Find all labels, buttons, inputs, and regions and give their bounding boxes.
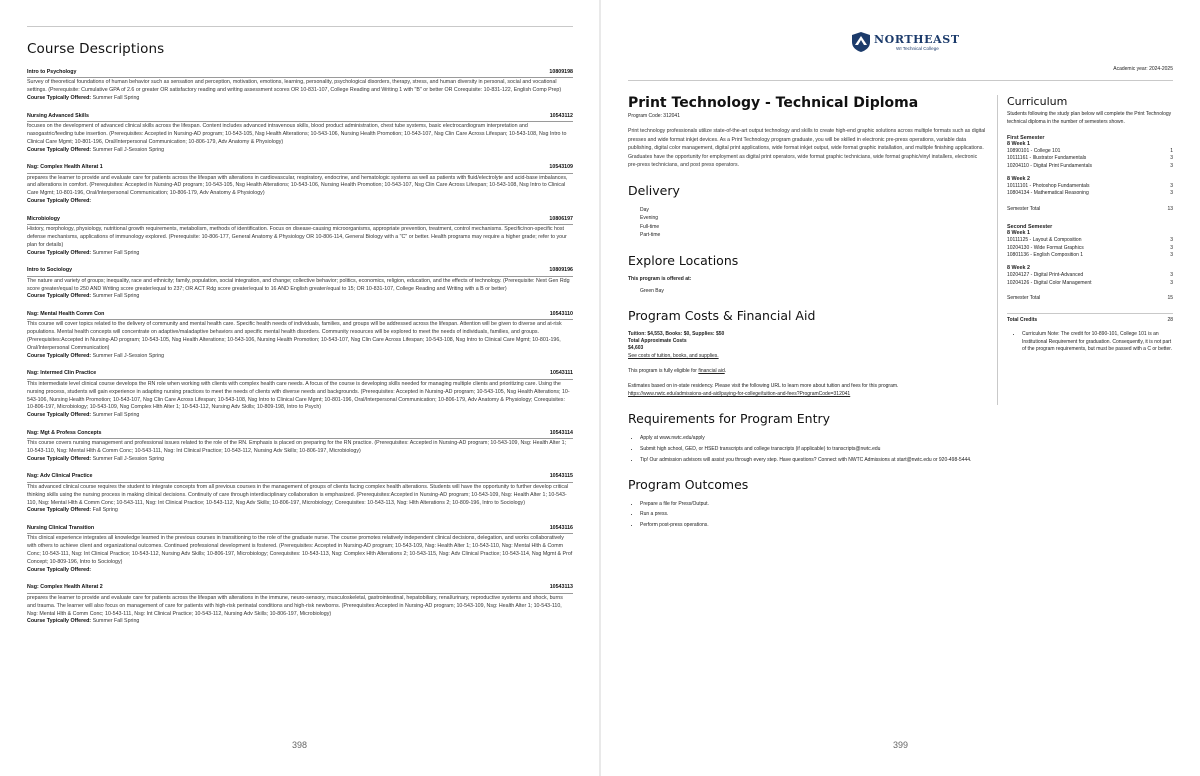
curriculum-course-row bbox=[1007, 148, 1173, 156]
offered-terms: Summer Fall J-Session Spring bbox=[92, 352, 165, 359]
curriculum-course-row bbox=[1007, 280, 1173, 288]
course-code: 10806197 bbox=[549, 215, 573, 222]
curriculum-credits: 3 bbox=[1170, 252, 1173, 259]
week-title: 8 Week 2 bbox=[1007, 175, 1030, 182]
course-description: focuses on the development of advanced clinical skills across the lifespan. Content includes advanced intravenous skills, blood product administration, chest tube systems, basic electrocardiogram interpretation and nasogastric/feeding tube insertion. (Prerequisites: Accepted in Nursing-AD program; 10-543-105, Nsg Health Alterations; 10-543-106, Nursing Health Promotion; 10-543-107, Nsg Clin Care Across Lifespan; 10-543-108, Nsg Intro to Clinical Care Mgmt; 10-801-196, Oral/Interpersonal Communication; 10-806-179, Adv Anatomy & Physiology) bbox=[27, 123, 567, 145]
course-name: Nsg: Intermed Clin Practice bbox=[27, 370, 97, 377]
curriculum-course-row bbox=[1007, 155, 1173, 163]
course-entry bbox=[27, 267, 573, 301]
course-description: The nature and variety of groups; inequality, race and ethnicity; family, population, social integration, and change; collective behavior; politics, economics, religion, education, and the effects of technology. (Prerequisite: Next Gen Rdg score greater/equal to 250 AND Writing score greater/equal to 237; OR ACT Rdg score greater/equal to 16 AND English greater/equal to 15; OR 10-831-107, College Reading and Writing with a B or better) bbox=[27, 277, 570, 292]
curriculum-course-row bbox=[1007, 237, 1173, 245]
curriculum-course: 10801136 - English Composition 1 bbox=[1007, 252, 1084, 259]
course-entry bbox=[27, 430, 573, 464]
delivery-item: Evening bbox=[640, 215, 659, 222]
program-main: Print Technology - Technical Diploma Program Code: 312041 Print technology professionals utilize state-of-the-art output technology and skills to create high-end graphic solutions across multiple formats such as digital presses and wide format inkjet devices. As a Print Technology program graduate, you will be skilled in electronic pre-press operations, variable data publishing, digital color management, digital print applications, wide format inkjet output, wide format graphic installation, and multiple finishing applications. Graduates have the opportunity for employment as digital print operators, wide format graphic technicians, wide format graphic/vinyl installers, electronic pre-press technicians, and post press operators. Delivery Day Evening Full-time Part-time Explore Locations This program is offered at: Green Bay Program Costs & Financial Aid Tuition: $4,553, Books: $0, Supplies: $50 Total Approximate Costs $4,603 See costs of tuition, books, and supplies. This program is fully eligible for financial aid. Estimates based on in-state residency. Please visit the following URL to learn more about tuition and fees for this program. https://www.nwtc.edu/admissions-and-aid/paying-for-college/tuition-and-fees?ProgramCode=312041 Requirements for Program Entry • Apply at www.nwtc.edu/apply • Submit high school, GED, or HSED transcripts and college transcripts (if applicable) to transcripts@nwtc.edu • Tip! Our admission advisors will assist you through every step. Have questions? Connect with NWTC Admissions at start@nwtc.edu or 920-498-5444. Program Outcomes • Prepare a file for Press/Output. • Run a press. • Perform post-press operations. bbox=[628, 95, 986, 531]
curriculum-intro: Students following the study plan below will complete the Print Technology technical diploma in the number of semesters shown. bbox=[1007, 111, 1172, 125]
course-entry bbox=[27, 164, 573, 206]
course-entry bbox=[27, 69, 573, 103]
curriculum-credits: 3 bbox=[1170, 244, 1173, 251]
course-description: This course will cover topics related to the delivery of community and mental health care. Specific health needs of individuals, families, and groups will be addressed across the lifespan. Attention will be given to diverse and at-risk populations. Mental health concepts will concentrate on adaptive/maladaptive behaviors and specific mental health disorders. Community resources will be explored to meet the needs of individuals, families, and groups. (Prerequisites:Accepted in Nursing-AD program; 10-543-105, Nsg Health Alterations; 10-543-106, Nursing Health Promotion; 10-543-107, Nsg Clin Care Across Lifespan; 10-543-108, Nsg Intro to Clinical Care Mgmt; 10-801-196, Oral/Interpersonal Communication) bbox=[27, 321, 562, 351]
program-title: Print Technology - Technical Diploma bbox=[628, 95, 919, 111]
course-code: 10809198 bbox=[549, 69, 573, 75]
course-offered bbox=[27, 353, 573, 361]
offered-label: Course Typically Offered: bbox=[27, 293, 92, 300]
course-name: Microbiology bbox=[27, 215, 60, 222]
course-name: Nursing Advanced Skills bbox=[27, 112, 89, 119]
offered-label: Course Typically Offered: bbox=[27, 249, 92, 256]
financial-aid-link[interactable]: financial aid bbox=[698, 368, 725, 375]
course-code: 10809196 bbox=[549, 267, 573, 274]
week-title: 8 Week 1 bbox=[1007, 229, 1030, 236]
course-offered bbox=[27, 95, 573, 103]
course-name: Intro to Sociology bbox=[27, 267, 73, 274]
course-header bbox=[27, 267, 573, 276]
semester-total-value: 13 bbox=[1167, 206, 1173, 213]
offered-terms: Summer Fall J-Session Spring bbox=[92, 455, 165, 462]
costs-link[interactable]: See costs of tuition, books, and supplies. bbox=[628, 353, 719, 360]
course-offered bbox=[27, 250, 573, 258]
curriculum-course: 10204110 - Digital Print Fundamentals bbox=[1007, 163, 1092, 169]
course-header bbox=[27, 69, 573, 78]
course-header bbox=[27, 113, 573, 122]
course-offered bbox=[27, 567, 573, 575]
curriculum-course-row bbox=[1007, 190, 1173, 198]
delivery-heading: Delivery bbox=[628, 182, 680, 198]
offered-label: Course Typically Offered: bbox=[27, 455, 92, 462]
outcome-item: • Perform post-press operations. bbox=[640, 521, 986, 529]
locations-list bbox=[628, 287, 986, 296]
aid-text: This program is fully eligible for bbox=[628, 368, 697, 375]
curriculum-course-row bbox=[1007, 272, 1173, 280]
offered-label: Course Typically Offered: bbox=[27, 412, 92, 419]
course-name: Nsg: Adv Clinical Practice bbox=[27, 473, 93, 480]
left-page bbox=[0, 0, 599, 776]
curriculum-credits: 3 bbox=[1170, 163, 1173, 169]
week-title: 8 Week 2 bbox=[1007, 264, 1030, 271]
course-name: Intro to Psychology bbox=[27, 69, 77, 75]
course-name: Nsg: Complex Health Alterat 2 bbox=[27, 584, 103, 591]
curriculum-credits: 3 bbox=[1170, 155, 1173, 162]
curriculum-course-row bbox=[1007, 183, 1173, 191]
week-title: 8 Week 1 bbox=[1007, 140, 1030, 147]
delivery-item: Full-time bbox=[640, 223, 660, 230]
college-logo bbox=[851, 31, 960, 53]
credits-divider bbox=[1007, 313, 1173, 314]
course-header bbox=[27, 584, 573, 593]
total-cost-label: Total Approximate Costs bbox=[628, 338, 687, 345]
semester-title: First Semester bbox=[1007, 134, 1045, 141]
curriculum-course: 10204127 - Digital Print-Advanced bbox=[1007, 271, 1084, 278]
curriculum-course: 10111101 - Photoshop Fundamentals bbox=[1007, 182, 1090, 189]
costs-heading: Program Costs & Financial Aid bbox=[628, 308, 816, 324]
course-entry bbox=[27, 216, 573, 258]
curriculum-credits: 3 bbox=[1170, 271, 1173, 278]
page-title: Course Descriptions bbox=[27, 41, 165, 57]
course-name: Nsg: Complex Health Alterat 1 bbox=[27, 164, 103, 171]
total-credits-row bbox=[1007, 317, 1173, 325]
outcome-item: • Run a press. bbox=[640, 510, 986, 518]
course-description: This course covers nursing management and professional issues related to the role of the RN. Emphasis is placed on preparing for the RN practice. (Prerequisites: Accepted in Nursing-AD program; 10-543-109, Nsg: Health Alter 1; 10-543-110, Nsg: Mental Hlth & Comm Conc; 10-543-111, Nsg: Int Clinical Practice; 10-543-112, Nursing Adv Skills; 10-806-197, Microbiology) bbox=[27, 440, 567, 455]
location-item: Green Bay bbox=[640, 287, 664, 294]
program-intro: Print technology professionals utilize state-of-the-art output technology and skills to create high-end graphic solutions across multiple formats such as digital presses and wide format inkjet devices. As a Print Technology program graduate, you will be skilled in electronic pre-press operations, variable data publishing, digital color management, digital print applications, wide format inkjet output, wide format graphic installation, and multiple finishing applications. Graduates have the opportunity for employment as digital print operators, wide format graphic technicians, wide format graphic/vinyl installers, electronic pre-press technicians, and post press operators. bbox=[628, 128, 986, 169]
course-rows bbox=[1007, 148, 1173, 171]
offered-label: Course Typically Offered: bbox=[27, 618, 92, 625]
course-rows bbox=[1007, 183, 1173, 198]
course-code: 10543113 bbox=[549, 584, 573, 591]
offered-terms: Summer Fall Spring bbox=[92, 95, 140, 102]
course-offered bbox=[27, 147, 573, 155]
curriculum-credits: 3 bbox=[1170, 182, 1173, 189]
semester-total-label: Semester Total bbox=[1007, 295, 1041, 302]
curriculum-course: 10204126 - Digital Color Management bbox=[1007, 279, 1092, 286]
curriculum-course: 10111161 - Illustrator Fundamentals bbox=[1007, 155, 1087, 162]
course-code: 10543110 bbox=[549, 310, 573, 317]
course-offered bbox=[27, 198, 573, 206]
offered-terms: Fall Spring bbox=[92, 507, 118, 514]
curriculum-sidebar bbox=[997, 95, 1173, 405]
top-divider bbox=[27, 26, 573, 27]
course-code: 10543115 bbox=[549, 473, 573, 480]
course-offered bbox=[27, 507, 573, 515]
curriculum-credits: 1 bbox=[1170, 147, 1173, 154]
course-header bbox=[27, 216, 573, 225]
shield-logo-icon bbox=[851, 31, 871, 53]
course-description: This advanced clinical course requires the student to integrate concepts from all previous courses in the management of groups of clients facing complex health alterations. Students will have the opportunity to further develop critical thinking skills using the nursing process in making clinical decisions. Continuity of care through interdisciplinary collaboration is emphasized. (Prerequisites:Accepted in Nursing-AD program; 10-543-109, Nsg: Health Alter 1; 10-543-110, Nsg: Mental Hlth & Comm Conc; 10-543-111, Nsg: Int Clinical Practice; 10-543-112, Nsg Adv Skills; 10-806-197, Microbiology; Corequisites: 10-543-113, Nsg: Hlth Alterations 2; 10-809-196, Intro to Sociology) bbox=[27, 483, 569, 506]
curriculum-note-list bbox=[1007, 331, 1173, 354]
outcome-item: • Prepare a file for Press/Output. bbox=[640, 500, 986, 508]
course-code: 10543114 bbox=[549, 429, 573, 436]
curriculum-credits: 3 bbox=[1170, 236, 1173, 243]
semester-total-row bbox=[1007, 206, 1173, 214]
delivery-item: Part-time bbox=[640, 232, 661, 239]
semester-title: Second Semester bbox=[1007, 223, 1053, 230]
curriculum-course-row bbox=[1007, 245, 1173, 253]
requirement-item: • Tip! Our admission advisors will assist you through every step. Have questions? Connect with NWTC Admissions at start@nwtc.edu or 920-498-5444. bbox=[640, 456, 986, 464]
course-entry bbox=[27, 370, 573, 420]
offered-terms: Summer Fall J-Session Spring bbox=[92, 146, 165, 153]
course-code: 10543109 bbox=[549, 164, 573, 171]
semester-total-value: 15 bbox=[1167, 295, 1173, 302]
logo-subtitle: WI Technical College bbox=[896, 45, 939, 51]
offered-terms: Summer Fall Spring bbox=[92, 249, 140, 256]
delivery-item: Day bbox=[640, 206, 649, 213]
course-header bbox=[27, 473, 573, 482]
offered-label: Course Typically Offered: bbox=[27, 507, 92, 514]
course-code: 10543116 bbox=[549, 524, 573, 531]
course-header bbox=[27, 525, 573, 534]
offered-label: Course Typically Offered: bbox=[27, 95, 92, 102]
semester-total-label: Semester Total bbox=[1007, 206, 1041, 213]
course-name: Nsg: Mgt & Profess Concepts bbox=[27, 429, 102, 436]
course-header bbox=[27, 311, 573, 320]
offered-terms: Summer Fall Spring bbox=[92, 618, 140, 625]
curriculum-course: 10111125 - Layout & Composition bbox=[1007, 236, 1082, 243]
course-entry bbox=[27, 473, 573, 515]
total-credits-value: 28 bbox=[1167, 317, 1173, 324]
curriculum-course: 10890101 - College 101 bbox=[1007, 147, 1061, 154]
course-description: Survey of theoretical foundations of human behavior such as sensation and perception, motivation, emotions, learning, personality, psychological disorders, therapy, stress, and human diversity in personal, social and vocational settings. (Prerequisite: Cumulative GPA of 2.6 or greater OR satisfactory reading and writing assessment scores OR 10-831-107, College Reading and Writing 1 with "B" or better OR Corequisite: 10-831-122, English Comp Prep) bbox=[27, 79, 562, 94]
course-offered bbox=[27, 293, 573, 301]
course-name: Nursing Clinical Transition bbox=[27, 524, 95, 531]
curriculum-course: 10804134 - Mathematical Reasoning bbox=[1007, 190, 1089, 197]
curriculum-course-row bbox=[1007, 163, 1173, 171]
tuition-line: Tuition: $4,553, Books: $0, Supplies: $50 bbox=[628, 331, 725, 338]
logo-name: NORTHEAST bbox=[874, 32, 960, 46]
requirement-item: • Submit high school, GED, or HSED transcripts and college transcripts (if applicable) to transcripts@nwtc.edu bbox=[640, 445, 986, 453]
outcomes-heading: Program Outcomes bbox=[628, 476, 749, 492]
course-code: 10543111 bbox=[550, 370, 573, 377]
curriculum-credits: 3 bbox=[1170, 279, 1173, 286]
locations-offered-label: This program is offered at: bbox=[628, 275, 692, 282]
delivery-list bbox=[628, 206, 986, 240]
page-number: 399 bbox=[892, 740, 909, 750]
curriculum-heading: Curriculum bbox=[1007, 95, 1068, 108]
curriculum-credits: 3 bbox=[1170, 190, 1173, 197]
curriculum-course-row bbox=[1007, 252, 1173, 260]
course-description: This clinical experience integrates all knowledge learned in the previous courses in transitioning to the role of the graduate nurse. The course promotes relatively independent clinical decisions, delegation, and works collaboratively with others to achieve client and organizational outcomes. Continued professional development is fostered. (Prerequisites: Accepted in Nursing-AD program; 10-543-109, Nsg: Health Alter 1; 10-543-110, Nsg: Mental Hlth & Comm Conc; 10-543-111, Nsg: Int Clinical Practice; 10-543-112, Nursing Adv Skills; 10-806-197, Microbiology; Corequisites: 10-543-113, Nsg: Complex Hlth Alterations 2; 10-543-115, Nsg: Adv Clinical Practice; 10-543-114, Nsg Mgmt & Prof Concept; 10-809-196, Intro to Sociology) bbox=[27, 535, 573, 565]
offered-label: Course Typically Offered: bbox=[27, 566, 92, 573]
course-header bbox=[27, 430, 573, 439]
course-header bbox=[27, 164, 573, 173]
course-description: This intermediate level clinical course develops the RN role when working with clients with complex health care needs. A focus of the course is developing skills needed for managing multiple clients and prioritizing care. Using the nursing process, students will gain experience in adapting nursing practices to meet the needs of clients with diverse needs and backgrounds. (Prerequisites: Accepted in Nursing-AD program; 10-543-105, Nsg Health Alterations; 10-543-106, Nursing Health Promotion; 10-543-107, Nsg Clin Care Across Lifespan; 10-543-108, Nsg Intro to Clinical Care Mgmt; 10-801-196, Oral/Interpersonal Communication; 10-806-179, Adv Anatomy & Physiology; Corequisites: 10-806-197, Microbiology; 10-543-109, Nsg Complex Hlth Alter 1; 10-543-112, Nursing Adv Skills; 10-809-198, Intro to Psych) bbox=[27, 380, 570, 411]
locations-heading: Explore Locations bbox=[628, 252, 739, 268]
course-offered bbox=[27, 618, 573, 626]
course-description: prepares the learner to provide and evaluate care for patients across the lifespan with alterations in cardiovascular, respiratory, endocrine, and hematologic systems as well as patients with fluid/electrolyte and acid-base imbalances, and alterations in comfort. (Prerequisites: Accepted in Nursing-AD program; 10-543-105, Nsg Health Alterations; 10-543-106, Nursing Health Promotion; 10-543-107, Nsg Clin Care Across Lifespan; 10-543-108, Nsg Intro to Clinical Care Mgmt; 10-801-196, Oral/Interpersonal Communication; 10-806-179, Adv Anatomy & Physiology) bbox=[27, 174, 568, 197]
program-code: Program Code: 312041 bbox=[628, 113, 680, 119]
curriculum-course: 10204130 - Wide Format Graphics bbox=[1007, 244, 1084, 251]
estimates-text: Estimates based on in-state residency. Please visit the following URL to learn more about tuition and fees for this program. bbox=[628, 383, 899, 390]
course-list bbox=[27, 69, 573, 626]
offered-label: Course Typically Offered: bbox=[27, 198, 92, 205]
requirements-heading: Requirements for Program Entry bbox=[628, 411, 831, 427]
course-rows bbox=[1007, 237, 1173, 260]
course-header bbox=[27, 370, 573, 379]
offered-label: Course Typically Offered: bbox=[27, 146, 92, 153]
offered-label: Course Typically Offered: bbox=[27, 352, 92, 359]
course-entry bbox=[27, 113, 573, 155]
course-offered bbox=[27, 456, 573, 464]
total-credits-label: Total Credits bbox=[1007, 317, 1038, 324]
academic-year: Academic year: 2024-2025 bbox=[1113, 66, 1173, 72]
course-entry bbox=[27, 311, 573, 361]
outcomes-list bbox=[628, 500, 986, 529]
tuition-url-link[interactable]: https://www.nwtc.edu/admissions-and-aid/paying-for-college/tuition-and-fees?ProgramCode=312041 bbox=[628, 391, 851, 398]
page-number: 398 bbox=[291, 740, 308, 750]
curriculum-note: • Curriculum Note: The credit for 10-890-101, College 101 is an Institutional Requirement for graduation. Consequently, it is not part of the program requirements, but must be passed with a C or better. bbox=[1022, 331, 1173, 354]
course-entry bbox=[27, 525, 573, 575]
course-entry bbox=[27, 584, 573, 626]
course-offered bbox=[27, 412, 573, 420]
offered-terms: Summer Fall Spring bbox=[92, 412, 140, 419]
course-name: Nsg: Mental Health Comm Con bbox=[27, 310, 105, 317]
requirements-list bbox=[628, 434, 986, 463]
right-page bbox=[601, 0, 1200, 776]
requirement-item: • Apply at www.nwtc.edu/apply bbox=[640, 434, 986, 442]
offered-terms: Summer Fall Spring bbox=[92, 293, 140, 300]
total-cost-value: $4,603 bbox=[628, 345, 644, 352]
course-description: prepares the learner to provide and evaluate care for patients across the lifespan with alterations in the immune, neuro-sensory, musculoskeletal, gastrointestinal, hepatobiliary, renal/urinary, reproductive systems and shock, burns and trauma. The learner will also focus on management of care for patients with high-risk perinatal conditions and high-risk newborns. (Prerequisites:Accepted in Nursing-AD program; 10-543-109, Nsg: Health Alter 1; 10-543-110, Nsg: Mental Hlth & Comm Conc; 10-543-111, Nsg: Int Clinical Practice; 10-543-112, Nursing Adv Skills; 10-806-197, Microbiology) bbox=[27, 594, 563, 617]
semester-total-row bbox=[1007, 295, 1173, 303]
header-divider bbox=[628, 80, 1173, 81]
course-code: 10543112 bbox=[549, 112, 573, 119]
course-rows bbox=[1007, 272, 1173, 287]
course-description: History, morphology, physiology, nutritional growth requirements, metabolism, methods of identification. Focus on disease-causing microorganisms, appropriate prevention, treatment, control mechanisms. Specific/non-specific host defense mechanisms, applications of immunology explored. (Prerequisite: 10-806-177, General Anatomy & Physiology OR 10-806-114, General Biology with a "C" or better. Health programs may require a higher grade; refer to your plan for details) bbox=[27, 226, 567, 248]
